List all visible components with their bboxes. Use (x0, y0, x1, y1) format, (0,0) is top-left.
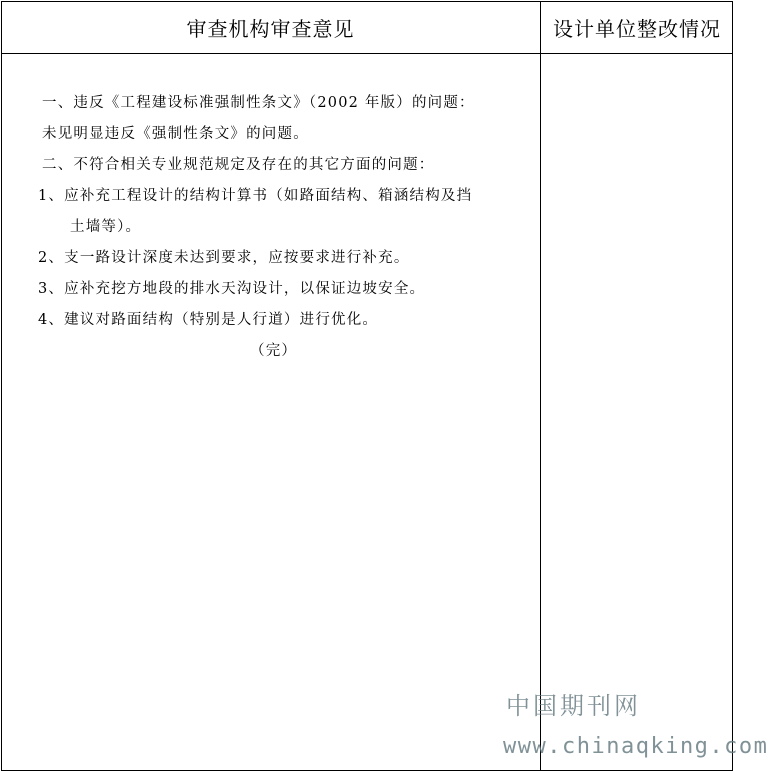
column-divider (540, 1, 541, 771)
watermark-name: 中国期刊网 (506, 692, 641, 720)
header-divider (1, 53, 733, 54)
opinion-item-3: 3、应补充挖方地段的排水天沟设计，以保证边坡安全。 (38, 281, 426, 297)
opinion-item-4: 4、建议对路面结构（特别是人行道）进行优化。 (38, 312, 379, 328)
opinion-end-mark: （完） (250, 343, 298, 359)
opinion-line-3: 二、不符合相关专业规范规定及存在的其它方面的问题： (42, 157, 435, 173)
opinion-item-2: 2、支一路设计深度未达到要求，应按要求进行补充。 (38, 250, 410, 266)
header-review-opinion: 审查机构审查意见 (186, 16, 355, 41)
header-rectification-status: 设计单位整改情况 (553, 16, 721, 41)
watermark-url: www.chinaqking.com (503, 734, 768, 759)
opinion-item-1: 1、应补充工程设计的结构计算书（如路面结构、箱涵结构及挡 (38, 188, 473, 204)
opinion-line-1: 一、违反《工程建设标准强制性条文》（2002 年版）的问题： (42, 95, 475, 111)
review-opinion-cell (38, 88, 537, 367)
opinion-line-2: 未见明显违反《强制性条文》的问题。 (42, 126, 309, 142)
opinion-item-1-continued: 土墙等）。 (70, 219, 142, 235)
